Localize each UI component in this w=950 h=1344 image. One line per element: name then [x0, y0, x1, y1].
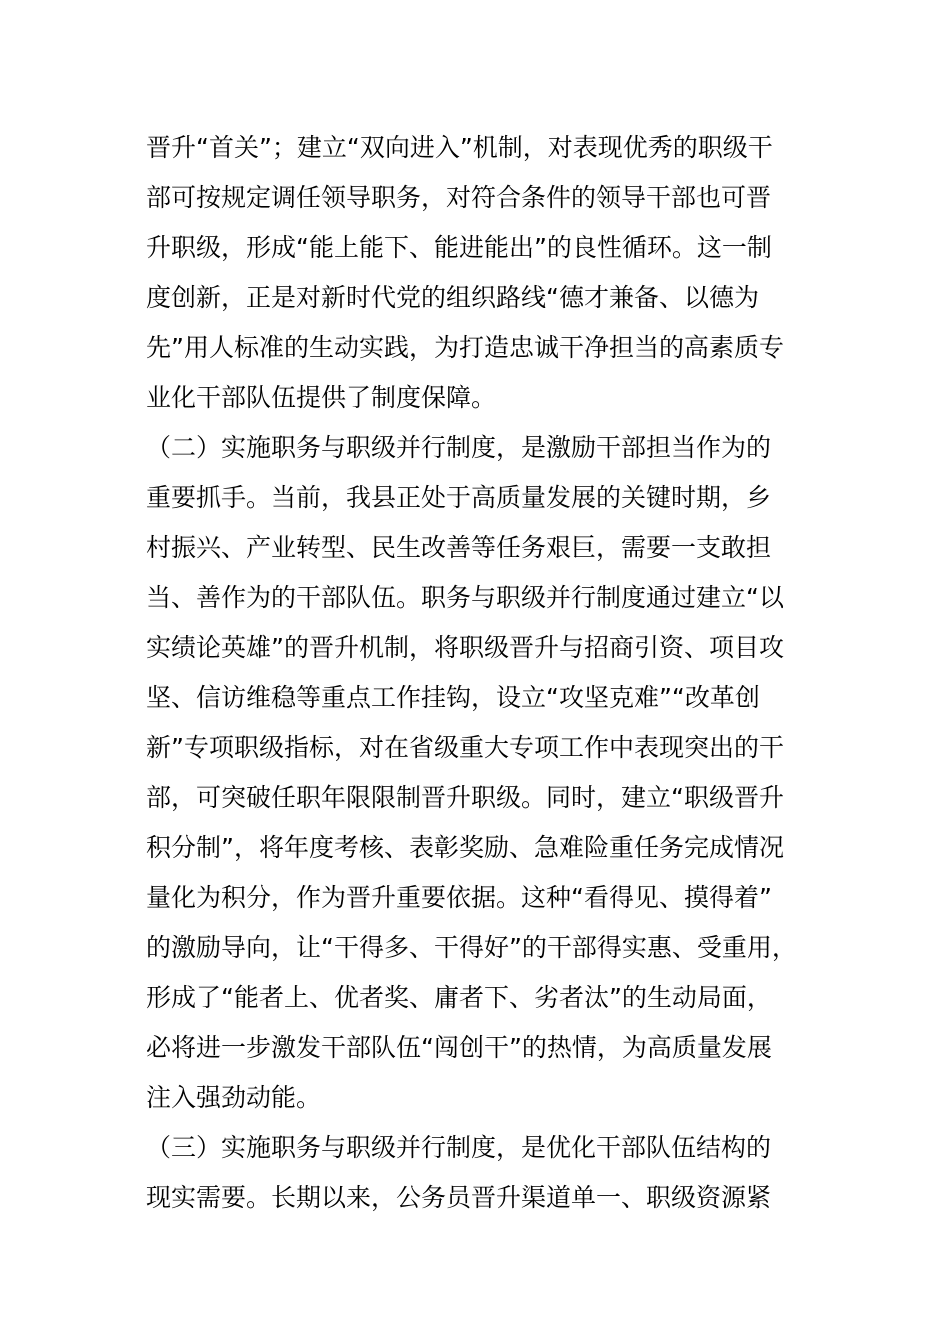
text-line: 注入强劲动能。: [146, 1083, 322, 1112]
text-line: 业化干部队伍提供了制度保障。: [146, 383, 497, 412]
text-line: 形成了“能者上、优者奖、庸者下、劣者汰”的生动局面，: [146, 983, 772, 1012]
text-line: 现实需要。长期以来，公务员晋升渠道单一、职级资源紧: [146, 1183, 772, 1212]
text-line: 升职级，形成“能上能下、能进能出”的良性循环。这一制: [146, 233, 772, 262]
section-heading-3: （三）实施职务与职级并行制度，是优化干部队伍结构的: [146, 1133, 772, 1162]
text-line: 必将进一步激发干部队伍“闯创干”的热情，为高质量发展: [146, 1033, 772, 1062]
text-line: 量化为积分，作为晋升重要依据。这种“看得见、摸得着”: [146, 883, 772, 912]
text-line: 坚、信访维稳等重点工作挂钩，设立“攻坚克难”“改革创: [146, 683, 760, 712]
text-line: 实绩论英雄”的晋升机制，将职级晋升与招商引资、项目攻: [146, 633, 784, 662]
text-line: 新”专项职级指标，对在省级重大专项工作中表现突出的干: [146, 733, 784, 762]
text-line: 先”用人标准的生动实践，为打造忠诚干净担当的高素质专: [146, 333, 784, 362]
text-line: 晋升“首关”；建立“双向进入”机制，对表现优秀的职级干: [146, 133, 773, 162]
text-line: 部，可突破任职年限限制晋升职级。同时，建立“职级晋升: [146, 783, 784, 812]
section-heading-2: （二）实施职务与职级并行制度，是激励干部担当作为的: [146, 433, 772, 462]
text-line: 部可按规定调任领导职务，对符合条件的领导干部也可晋: [146, 183, 772, 212]
text-line: 的激励导向，让“干得多、干得好”的干部得实惠、受重用，: [146, 933, 797, 962]
text-line: 度创新，正是对新时代党的组织路线“德才兼备、以德为: [146, 283, 759, 312]
text-line: 积分制”，将年度考核、表彰奖励、急难险重任务完成情况: [146, 833, 784, 862]
text-line: 当、善作为的干部队伍。职务与职级并行制度通过建立“以: [146, 583, 784, 612]
text-line: 村振兴、产业转型、民生改善等任务艰巨，需要一支敢担: [146, 533, 772, 562]
text-line: 重要抓手。当前，我县正处于高质量发展的关键时期，乡: [146, 483, 772, 512]
